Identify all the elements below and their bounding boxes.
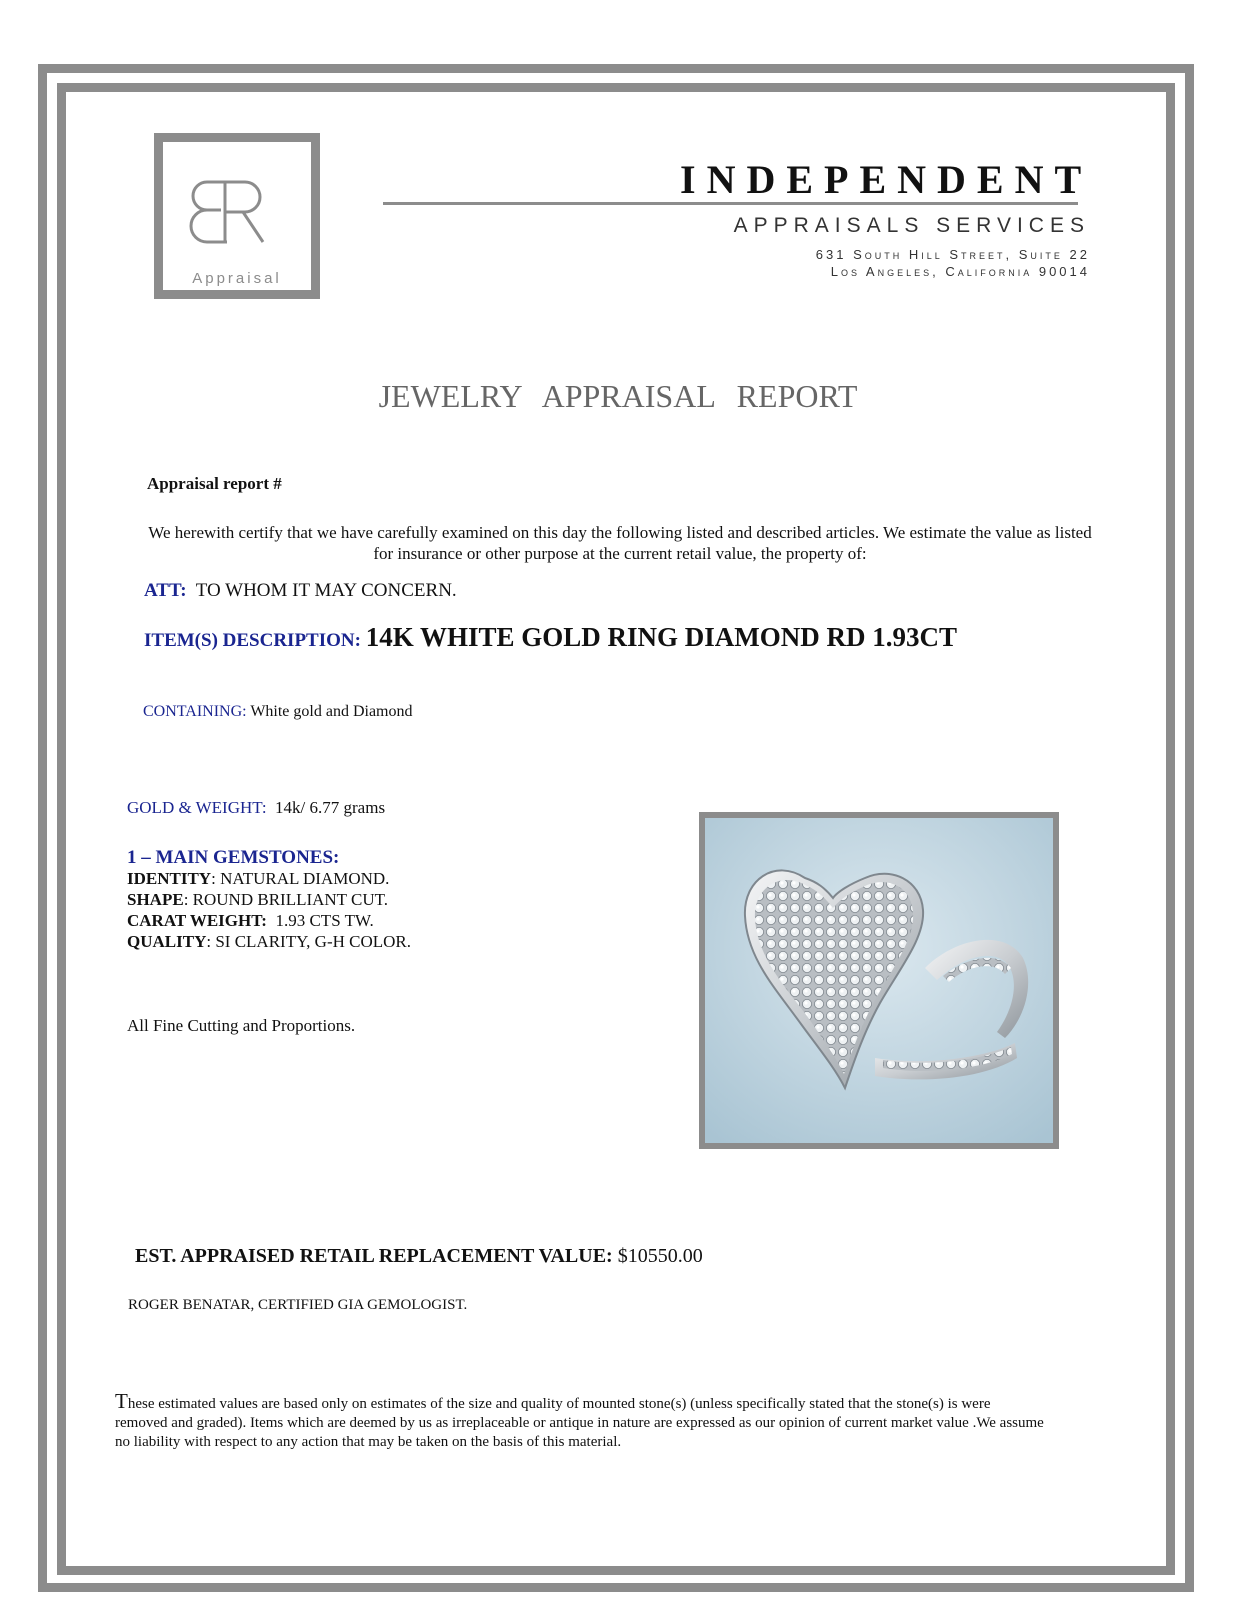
gold-label: GOLD & WEIGHT: <box>127 798 267 817</box>
gemologist-signature-line: ROGER BENATAR, CERTIFIED GIA GEMOLOGIST. <box>128 1297 468 1313</box>
shape-value: : ROUND BRILLIANT CUT. <box>183 890 388 909</box>
company-subtitle: APPRAISALS SERVICES <box>733 214 1090 237</box>
identity-label: IDENTITY <box>127 869 212 888</box>
estimated-value-line <box>135 1245 703 1268</box>
ring-photo <box>699 812 1059 1149</box>
att-value: TO WHOM IT MAY CONCERN. <box>195 580 457 601</box>
disclaimer-drop-cap: T <box>115 1389 128 1413</box>
item-description <box>144 622 957 653</box>
containing-label: CONTAINING: <box>143 703 247 720</box>
shape-row <box>127 889 411 910</box>
disclaimer-body: hese estimated values are based only on estimates of the size and quality of mounted stone(s) (unless specifically stated that the stone(s) is were removed and graded). Items which are deemed by us as irreplaceable or antique in nature are expressed as our opinion of current market value .We assume no liability with respect to any action that may be taken on the basis of this material. <box>115 1396 1044 1450</box>
identity-value: : NATURAL DIAMOND. <box>211 869 390 888</box>
address-line-2: Los Angeles, California 90014 <box>830 264 1090 279</box>
carat-value: 1.93 CTS TW. <box>275 911 374 930</box>
quality-label: QUALITY <box>127 932 207 951</box>
gemstone-heading: 1 – MAIN GEMSTONES: <box>127 847 340 868</box>
address-line-1: 631 South Hill Street, Suite 22 <box>815 247 1090 262</box>
shape-label: SHAPE <box>127 890 184 909</box>
company-name: INDEPENDENT <box>680 157 1093 202</box>
carat-label: CARAT WEIGHT: <box>127 911 267 930</box>
heart-ring-image <box>705 818 1053 1143</box>
report-number-label: Appraisal report # <box>147 474 282 493</box>
appraisal-logo <box>154 133 320 299</box>
attention-line <box>144 580 457 602</box>
value-label: EST. APPRAISED RETAIL REPLACEMENT VALUE: <box>135 1245 613 1267</box>
header-divider <box>383 202 1078 205</box>
logo-label: Appraisal <box>192 270 282 287</box>
report-title: JEWELRY APPRAISAL REPORT <box>378 378 858 414</box>
gold-weight-line <box>127 798 385 818</box>
certification-text: We herewith certify that we have carefully examined on this day the following listed and described articles. We estimate the value as listed for insurance or other purpose at the current retail value, the property of: <box>148 523 1092 563</box>
quality-value: : SI CLARITY, G-H COLOR. <box>206 932 411 951</box>
item-value: 14K WHITE GOLD RING DIAMOND RD 1.93CT <box>365 622 958 652</box>
disclaimer-text <box>115 1389 1045 1452</box>
quality-row <box>127 931 411 952</box>
containing-line <box>143 703 413 721</box>
er-monogram-icon <box>163 164 311 259</box>
fine-cutting-note: All Fine Cutting and Proportions. <box>127 1016 356 1035</box>
item-label: ITEM(S) DESCRIPTION: <box>144 630 361 651</box>
gold-value: 14k/ 6.77 grams <box>275 798 386 817</box>
containing-value: White gold and Diamond <box>250 703 413 720</box>
gemstone-section <box>127 847 411 952</box>
value-amount: $10550.00 <box>617 1245 703 1267</box>
identity-row <box>127 868 411 889</box>
carat-row <box>127 910 411 931</box>
att-label: ATT: <box>144 580 187 601</box>
